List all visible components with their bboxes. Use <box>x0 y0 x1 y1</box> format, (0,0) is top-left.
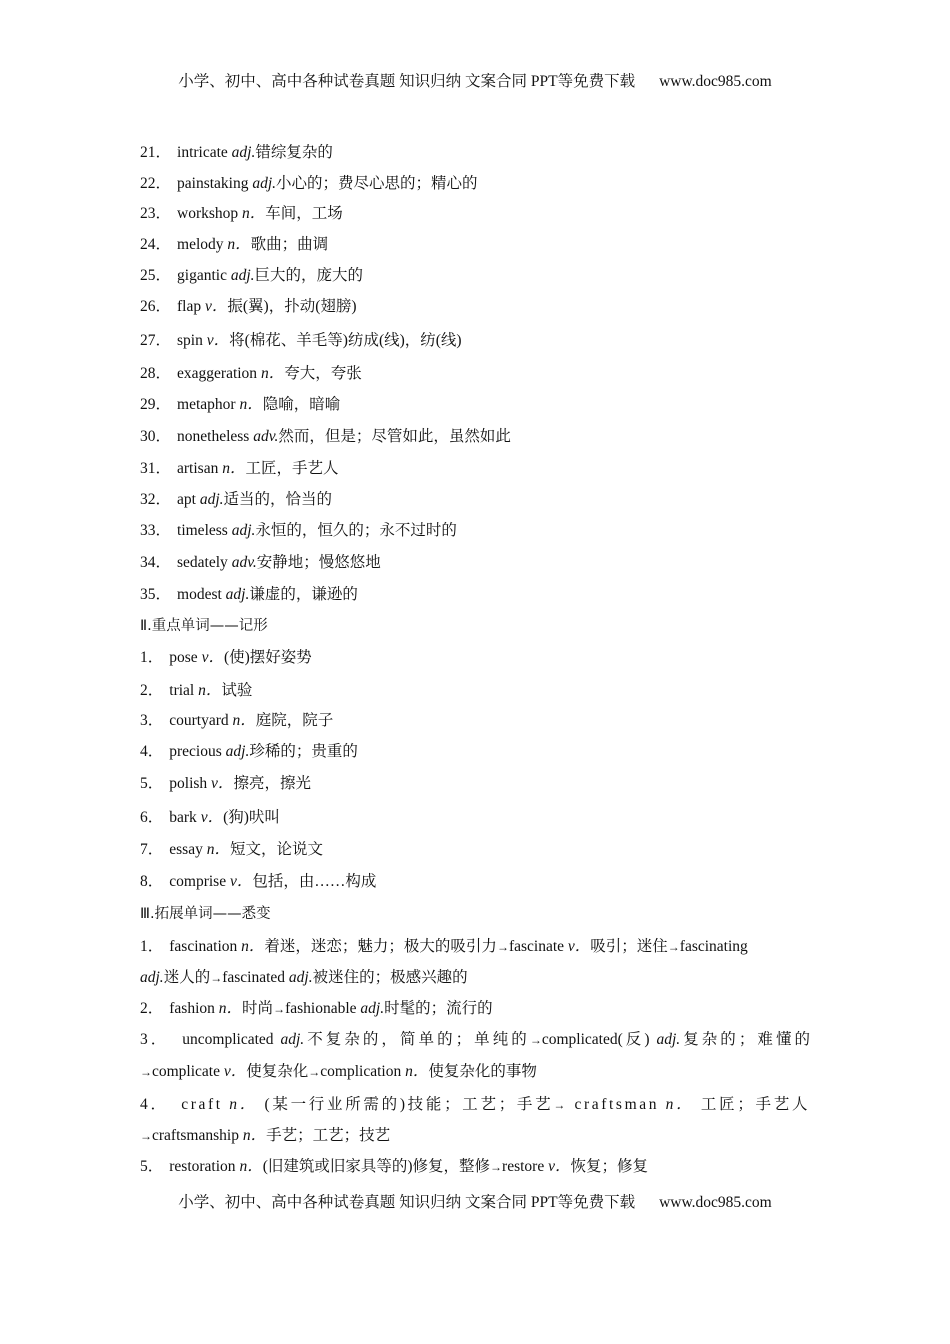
vocab-word: timeless <box>177 522 228 539</box>
definition: 夸大，夸张 <box>284 365 362 382</box>
part-of-speech: n． <box>260 365 285 382</box>
page-footer <box>0 1190 950 1212</box>
arrow-icon: → <box>496 940 509 954</box>
definition: (使)摆好姿势 <box>223 649 312 666</box>
definition: 歌曲；曲调 <box>250 236 329 253</box>
vocab-item: 4． precious adj.珍稀的；贵重的 <box>140 743 358 760</box>
vocab-item: 7． essay n．短文，论说文 <box>140 841 323 858</box>
derivation-item-line: 5． restoration n．(旧建筑或旧家具等的)修复，整修→restore v．恢复；修复 <box>140 1158 648 1175</box>
vocab-item: 32． apt adj.适当的，恰当的 <box>140 491 333 508</box>
arrow-icon: → <box>210 971 223 985</box>
vocab-word: pose <box>169 649 198 666</box>
vocab-item: 35． modest adj.谦虚的，谦逊的 <box>140 586 358 603</box>
arrow-icon: → <box>140 1129 152 1143</box>
definition: 巨大的，庞大的 <box>254 267 364 284</box>
vocab-item: 26． flap v．振(翼)，扑动(翅膀) <box>140 298 357 315</box>
vocab-item: 28． exaggeration n．夸大，夸张 <box>140 365 362 382</box>
vocab-item: 23． workshop n．车间，工场 <box>140 205 343 222</box>
vocab-item: 6． bark v．(狗)吠叫 <box>140 809 280 826</box>
part-of-speech: n． <box>206 841 230 858</box>
definition: 适当的，恰当的 <box>223 491 333 508</box>
definition: 擦亮，擦光 <box>233 775 311 792</box>
part-of-speech: v． <box>229 873 253 890</box>
arrow-icon: → <box>140 1065 152 1079</box>
vocab-item: 2． trial n．试验 <box>140 682 253 699</box>
vocab-item: 30． nonetheless adv.然而，但是；尽管如此，虽然如此 <box>140 428 511 445</box>
vocab-word: melody <box>177 236 224 253</box>
definition: 安静地；慢悠悠地 <box>256 554 381 571</box>
part-of-speech: adj. <box>231 144 256 161</box>
part-of-speech: v． <box>201 649 224 666</box>
vocab-word: painstaking <box>177 175 249 192</box>
definition: 隐喻，暗喻 <box>262 396 341 413</box>
derivation-item-line: 2． fashion n．时尚→fashionable adj.时髦的；流行的 <box>140 1000 493 1017</box>
section-heading: Ⅲ.拓展单词——悉变 <box>140 906 271 922</box>
definition: 错综复杂的 <box>255 144 333 161</box>
definition: 短文，论说文 <box>229 841 323 858</box>
definition: 谦虚的，谦逊的 <box>249 586 358 603</box>
definition: 小心的；费尽心思的；精心的 <box>276 175 478 192</box>
part-of-speech: adj. <box>231 522 256 539</box>
part-of-speech: adv. <box>231 554 257 571</box>
definition: 珍稀的；贵重的 <box>249 743 358 760</box>
header-url[interactable]: www.doc985.com <box>659 73 772 90</box>
vocab-word: exaggeration <box>177 365 258 382</box>
vocab-item: 22． painstaking adj.小心的；费尽心思的；精心的 <box>140 175 478 192</box>
derivation-item-line: →craftsmanship n．手艺；工艺；技艺 <box>140 1127 391 1144</box>
footer-text: 小学、初中、高中各种试卷真题 知识归纳 文案合同 PPT等免费下载 <box>178 1194 636 1211</box>
arrow-icon: → <box>667 940 680 954</box>
definition: 振(翼)，扑动(翅膀) <box>227 298 357 315</box>
vocab-word: artisan <box>177 460 219 477</box>
vocab-item: 24． melody n．歌曲；曲调 <box>140 236 329 253</box>
vocab-word: essay <box>169 841 203 858</box>
vocab-word: spin <box>177 332 203 349</box>
vocab-item: 8． comprise v．包括，由……构成 <box>140 873 377 890</box>
vocab-word: modest <box>177 586 222 603</box>
vocab-word: nonetheless <box>177 428 250 445</box>
part-of-speech: adj. <box>225 743 250 760</box>
vocab-item: 3． courtyard n．庭院，院子 <box>140 712 334 729</box>
part-of-speech: n． <box>239 396 263 413</box>
vocab-item: 5． polish v．擦亮，擦光 <box>140 775 311 792</box>
definition: 车间，工场 <box>265 205 343 222</box>
vocab-item: 33． timeless adj.永恒的，恒久的；永不过时的 <box>140 522 457 539</box>
page-header <box>0 69 950 91</box>
vocab-word: sedately <box>177 554 228 571</box>
vocab-item: 29． metaphor n．隐喻，暗喻 <box>140 396 341 413</box>
part-of-speech: adj. <box>225 586 250 603</box>
part-of-speech: n． <box>227 236 251 253</box>
part-of-speech: adj. <box>230 267 255 284</box>
header-text: 小学、初中、高中各种试卷真题 知识归纳 文案合同 PPT等免费下载 <box>178 73 636 90</box>
vocab-word: polish <box>169 775 208 792</box>
vocab-word: courtyard <box>169 712 229 729</box>
part-of-speech: n． <box>232 712 256 729</box>
vocab-item: 25． gigantic adj.巨大的，庞大的 <box>140 267 364 284</box>
vocab-word: comprise <box>169 873 227 890</box>
derivation-item-line: →complicate v．使复杂化→complication n．使复杂化的事物 <box>140 1063 537 1080</box>
derivation-item-line: 4． craft n． (某一行业所需的)技能；工艺；手艺→ craftsman n． 工匠；手艺人 <box>140 1096 811 1113</box>
vocab-word: intricate <box>177 144 228 161</box>
definition: (狗)吠叫 <box>223 809 280 826</box>
vocab-item: 31． artisan n．工匠，手艺人 <box>140 460 339 477</box>
definition: 然而，但是；尽管如此，虽然如此 <box>278 428 511 445</box>
vocab-word: flap <box>177 298 202 315</box>
definition: 工匠，手艺人 <box>245 460 339 477</box>
arrow-icon: → <box>553 1098 568 1112</box>
part-of-speech: adj. <box>252 175 277 192</box>
part-of-speech: n． <box>222 460 246 477</box>
part-of-speech: n． <box>242 205 266 222</box>
definition: 庭院，院子 <box>255 712 334 729</box>
vocab-word: metaphor <box>177 396 236 413</box>
part-of-speech: v． <box>211 775 234 792</box>
arrow-icon: → <box>490 1160 503 1174</box>
definition: 试验 <box>221 682 253 699</box>
arrow-icon: → <box>273 1002 286 1016</box>
vocab-word: precious <box>169 743 222 760</box>
footer-url[interactable]: www.doc985.com <box>659 1194 772 1211</box>
section-heading: Ⅱ.重点单词——记形 <box>140 618 268 634</box>
vocab-word: workshop <box>177 205 239 222</box>
definition: 将(棉花、羊毛等)纺成(线)，纺(线) <box>229 332 462 349</box>
vocab-item: 1． pose v．(使)摆好姿势 <box>140 649 312 666</box>
part-of-speech: n． <box>198 682 222 699</box>
definition: 永恒的，恒久的；永不过时的 <box>255 522 457 539</box>
definition: 包括，由……构成 <box>252 873 377 890</box>
vocab-item: 34． sedately adv.安静地；慢悠悠地 <box>140 554 381 571</box>
part-of-speech: v． <box>206 332 230 349</box>
arrow-icon: → <box>308 1065 321 1079</box>
vocab-word: gigantic <box>177 267 227 284</box>
derivation-item-line: adj.迷人的→fascinated adj.被迷住的；极感兴趣的 <box>140 969 468 986</box>
vocab-word: apt <box>177 491 196 508</box>
part-of-speech: v． <box>205 298 228 315</box>
part-of-speech: adj. <box>199 491 224 508</box>
part-of-speech: v． <box>200 809 224 826</box>
vocab-item: 27． spin v．将(棉花、羊毛等)纺成(线)，纺(线) <box>140 332 462 349</box>
derivation-item-line: 1． fascination n．着迷，迷恋；魅力；极大的吸引力→fascinate v．吸引；迷住→fascinating <box>140 938 748 955</box>
arrow-icon: → <box>529 1033 542 1047</box>
vocab-word: bark <box>169 809 197 826</box>
vocab-item: 21． intricate adj.错综复杂的 <box>140 144 333 161</box>
part-of-speech: adv. <box>253 428 279 445</box>
vocab-word: trial <box>169 682 195 699</box>
derivation-item-line: 3． uncomplicated adj.不复杂的，简单的；单纯的→complicated(反) adj.复杂的；难懂的 <box>140 1031 810 1048</box>
